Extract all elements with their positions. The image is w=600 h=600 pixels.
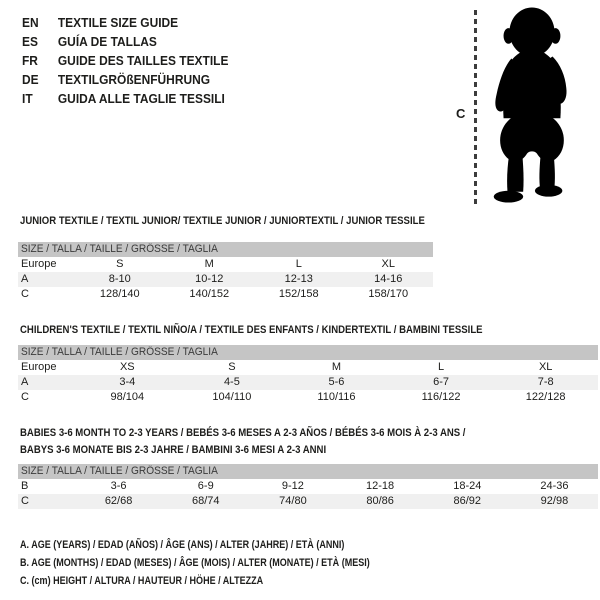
table-row: [18, 375, 598, 390]
size-cell: 6-7: [433, 376, 450, 388]
junior-size-table: [18, 242, 433, 302]
size-cell: 74/80: [279, 495, 307, 507]
row-label-cell: C: [21, 495, 29, 507]
size-cell: 9-12: [281, 480, 304, 492]
row-label-cell: A: [21, 273, 29, 285]
language-row-de: [22, 70, 228, 89]
size-header-label: SIZE / TALLA / TAILLE / GRÖSSE / TAGLIA: [21, 346, 218, 358]
size-cell: S: [116, 258, 124, 270]
language-code: EN: [22, 15, 39, 30]
size-header-label: SIZE / TALLA / TAILLE / GRÖSSE / TAGLIA: [21, 465, 218, 477]
children-table-title: CHILDREN'S TEXTILE / TEXTIL NIÑO/A / TEXTILE DES ENFANTS / KINDERTEXTIL / BAMBINI TESSILE: [20, 324, 483, 336]
size-cell: 6-9: [197, 480, 214, 492]
size-cell: 24-36: [540, 480, 569, 492]
size-cell: 68/74: [191, 495, 220, 507]
size-cell: 5-6: [328, 376, 345, 388]
size-cell: 116/122: [421, 391, 461, 403]
size-cell: 80/86: [366, 495, 394, 507]
footnote-c: C. (cm) HEIGHT / ALTURA / HAUTEUR / HÖHE / ALTEZZA: [20, 575, 264, 587]
language-label: TEXTILGRÖßENFÜHRUNG: [57, 72, 211, 87]
size-cell: M: [331, 361, 342, 373]
table-row: [18, 360, 598, 375]
table-row: [18, 390, 598, 405]
language-label: TEXTILE SIZE GUIDE: [57, 15, 179, 30]
size-cell: 86/92: [453, 495, 482, 507]
size-cell: 10-12: [195, 273, 224, 285]
babies-size-table: [18, 464, 598, 509]
language-label: GUÍA DE TALLAS: [57, 34, 157, 49]
height-measure-label: C: [456, 106, 466, 121]
size-cell: 12-13: [284, 273, 313, 285]
language-label: GUIDA ALLE TAGLIE TESSILI: [57, 91, 225, 106]
size-cell: 122/128: [525, 391, 566, 403]
size-cell: 4-5: [223, 376, 240, 388]
toddler-silhouette-icon: [482, 5, 580, 207]
size-cell: 14-16: [374, 273, 403, 285]
size-cell: S: [228, 361, 236, 373]
size-cell: 18-24: [453, 480, 482, 492]
language-row-en: [22, 13, 228, 32]
size-cell: 158/170: [368, 288, 409, 300]
size-cell: 110/116: [317, 391, 356, 403]
size-cell: 152/158: [278, 288, 319, 300]
size-cell: 12-18: [366, 480, 395, 492]
size-cell: M: [204, 258, 214, 270]
language-code: DE: [22, 72, 39, 87]
size-cell: 140/152: [189, 288, 230, 300]
children-size-table: [18, 345, 598, 405]
size-cell: L: [438, 361, 445, 373]
size-header-bar: [18, 464, 598, 479]
size-header-bar: [18, 242, 433, 257]
row-label-cell: A: [21, 376, 29, 388]
size-cell: 104/110: [212, 391, 252, 403]
size-cell: 92/98: [540, 495, 569, 507]
language-code: ES: [22, 34, 38, 49]
size-cell: 3-6: [110, 480, 127, 492]
size-cell: 8-10: [108, 273, 131, 285]
row-label-cell: Europe: [21, 361, 57, 373]
row-label-cell: B: [21, 480, 29, 492]
height-measure-dashed-line: [474, 10, 477, 208]
language-code: FR: [22, 53, 38, 68]
size-header-label: SIZE / TALLA / TAILLE / GRÖSSE / TAGLIA: [21, 243, 218, 255]
size-cell: XL: [381, 258, 395, 270]
babies-table-title-line1: BABIES 3-6 MONTH TO 2-3 YEARS / BEBÉS 3-6 MESES A 2-3 AÑOS / BÉBÉS 3-6 MOIS À 2-3 ANS /: [20, 427, 466, 439]
language-row-es: [22, 32, 228, 51]
table-row: [18, 257, 433, 272]
size-header-bar: [18, 345, 598, 360]
size-cell: 7-8: [537, 376, 554, 388]
footnote-a: A. AGE (YEARS) / EDAD (AÑOS) / ÂGE (ANS) / ALTER (JAHRE) / ETÀ (ANNI): [20, 539, 345, 551]
junior-table-title: JUNIOR TEXTILE / TEXTIL JUNIOR/ TEXTILE JUNIOR / JUNIORTEXTIL / JUNIOR TESSILE: [20, 215, 425, 227]
footnotes: [20, 536, 447, 590]
table-row: [18, 272, 433, 287]
babies-table-title-line2: BABYS 3-6 MONATE BIS 2-3 JAHRE / BAMBINI 3-6 MESI A 2-3 ANNI: [20, 444, 327, 456]
size-cell: 128/140: [99, 288, 140, 300]
size-cell: L: [295, 258, 302, 270]
language-row-it: [22, 89, 228, 108]
row-label-cell: C: [21, 288, 29, 300]
footnote-b: B. AGE (MONTHS) / EDAD (MESES) / ÂGE (MOIS) / ALTER (MONATE) / ETÀ (MESI): [20, 557, 370, 569]
size-cell: 62/68: [104, 495, 133, 507]
language-header: [22, 13, 246, 108]
size-cell: 3-4: [119, 376, 136, 388]
language-code: IT: [22, 91, 33, 106]
table-row: [18, 479, 598, 494]
table-row: [18, 494, 598, 509]
size-cell: XS: [119, 361, 135, 373]
size-cell: XL: [538, 361, 553, 373]
table-row: [18, 287, 433, 302]
size-cell: 98/104: [110, 391, 145, 403]
row-label-cell: Europe: [21, 258, 57, 270]
language-label: GUIDE DES TAILLES TEXTILE: [57, 53, 229, 68]
row-label-cell: C: [21, 391, 29, 403]
language-row-fr: [22, 51, 228, 70]
